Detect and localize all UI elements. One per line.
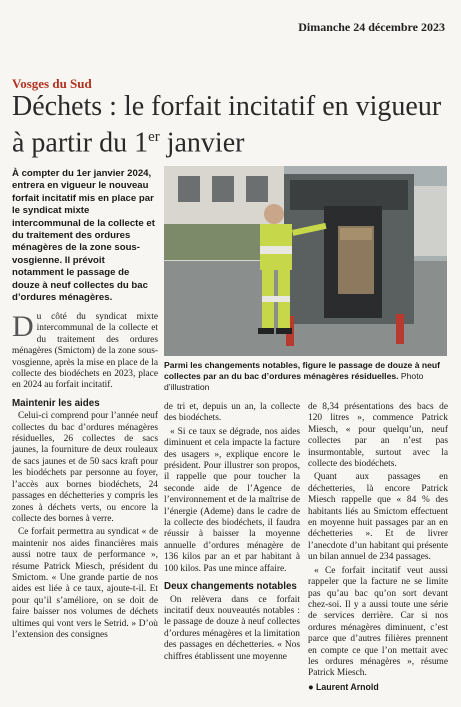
photo-illustration [164,166,447,356]
page-header [0,0,461,40]
subheading: Deux changements notables [164,581,297,593]
section-rubric: Vosges du Sud [12,76,92,91]
headline-main: Déchets : le forfait incitatif en vigueur à partir du 1 [12,91,442,159]
article-column-3 [308,402,448,696]
author-name: Laurent Arnold [316,681,379,692]
article-column-2 [164,402,300,665]
caption-credit: Photo d’illustration [164,371,424,392]
paragraph: de 8,34 présentations des bacs de 120 litres », commence Patrick Miesch, « pour quelqu’un, neuf collectes par an n’est pas insurmontable, surtout avec la collecte des biodéchets. [308,402,448,470]
author-line [308,682,448,694]
photo-caption [164,360,447,393]
paragraph: On relèvera dans ce forfait incitatif deux nouveautés notables : le passage de douze à neuf collectes d’ordures ménagères et la limitation des passages en déchetteries. « Nos chiffres établissent une moyenne [164,594,300,662]
paragraph: Ce forfait permettra au syndicat « de maintenir nos aides financières mais aussi notre taux de performance », résume Patrick Miesch, président du Smictom. « Une grande partie de nos aides est liée à ce taux, ajoute-t-il. Et pour qu’il s’améliore, on se doit de faire baisser nos volumes de déchets ultimes qui vont vers le Setrid. » D’où l’extension des consignes [12,527,158,640]
drop-cap: D [12,310,34,343]
paragraph: de tri et, depuis un an, la collecte des biodéchets. [164,402,300,424]
caption-text: Parmi les changements notables, figure le passage de douze à neuf collectes par an du bac d’ordures ménagères résiduelles. [164,360,441,381]
issue-date: Dimanche 24 décembre 2023 [298,20,445,34]
paragraph: Celui-ci comprend pour l’année neuf collectes du bac d’ordures ménagères résiduelles, 26 collectes de sacs jaunes, la fourniture de deux rouleaux de sacs jaunes et de 50 sacs kraft pour les biodéchets par personne au foyer, l’accès aux bornes biodéchets, 24 passages en déchetteries y compris les zones à déchets verts, ou encore la collecte des bornes à verre. [12,411,158,524]
headline [12,92,452,158]
paragraph: Quant aux passages en déchetteries, là encore Patrick Miesch rappelle que « 84 % des habitants liés au Smictom effectuent en moyenne huit passages par an en déchetteries ». Et de livrer l’anecdote d’un habitant qui présente un bilan annuel de 234 passages. [308,472,448,563]
paragraph: « Ce forfait incitatif veut aussi rappeler que la facture ne se limite pas qu’au bac qu’on sort devant chez-soi. Il y a aussi toute une série de services derrière. Car si nos ordures ménagères diminuent, c’est parce que d’autres filières prennent en compte ce que l’on mettait avec les ordures ménagères », résume Patrick Miesch. [308,565,448,679]
article-photo [164,166,447,356]
author-bullet: ● [308,682,317,693]
headline-superscript: er [148,129,160,145]
article-lead: À compter du 1er janvier 2024, entrera en vigueur le nouveau forfait incitatif mis en place par le syndicat mixte intercommunal de la collecte et du traitement des ordures ménagères de la zone sous-vosgienne. Il prévoit notamment le passage de douze à neuf collectes du bac d’ordures ménagères. [12,168,155,304]
headline-end: janvier [159,127,245,159]
paragraph [12,312,158,392]
article-column-1 [12,312,158,643]
paragraph: « Si ce taux se dégrade, nos aides diminuent et cela impacte la facture des usagers », explique encore le président. Pour illustrer son propos, il rappelle que pour toucher la seconde aide de l’Agence de l’environnement et de la maîtrise de l’énergie (Ademe) dans le cadre de la collecte des biodéchets, il faudra réussir à baisser la moyenne annuelle d’ordures ménagère de 136 kilos par an et par habitant à 100 kilos. Pas une mince affaire. [164,426,300,574]
subheading: Maintenir les aides [12,397,100,409]
paragraph-text: u côté du syndicat mixte intercommunal de la collecte et du traitement des ordures ménagères (Smictom) de la zone sous-vosgienne, après la mise en place de la collecte des biodéchets en 2023, place en 2024 au forfait incitatif. [12,312,158,391]
